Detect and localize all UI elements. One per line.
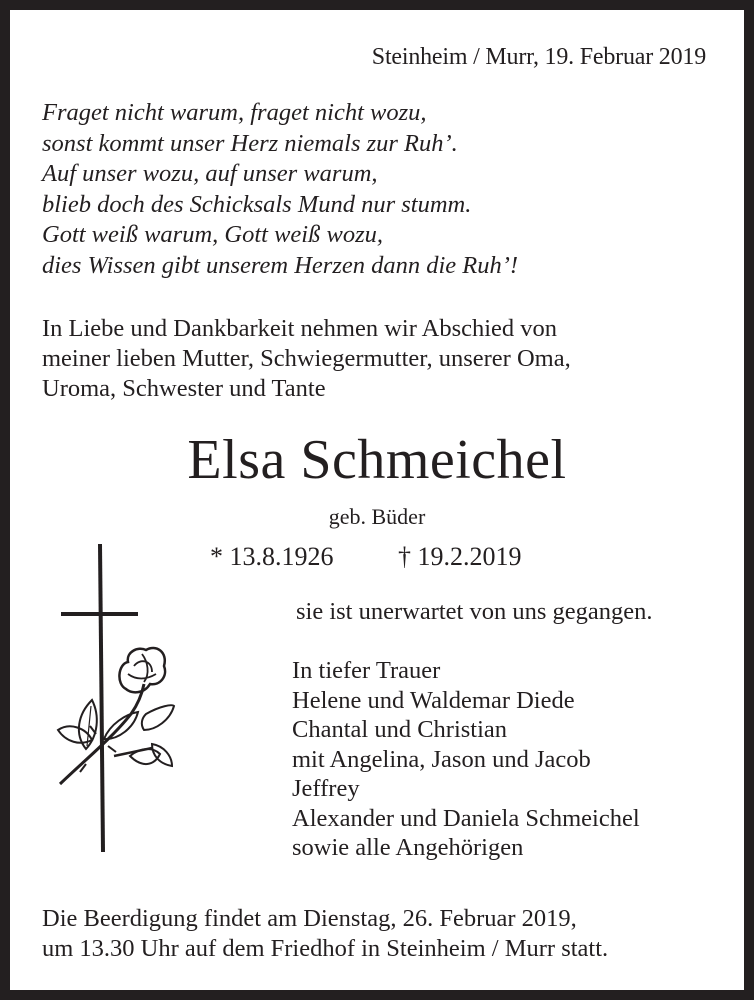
farewell-intro (42, 314, 571, 404)
mourner-line: Chantal und Christian (292, 716, 508, 743)
poem-line: sonst kommt unser Herz niemals zur Ruh’. (42, 129, 458, 157)
funeral-line: Die Beerdigung findet am Dienstag, 26. Februar 2019, (42, 905, 577, 932)
place-and-date: Steinheim / Murr, 19. Februar 2019 (371, 44, 706, 70)
poem-line: Auf unser wozu, auf unser warum, (42, 160, 378, 187)
funeral-details (42, 904, 608, 964)
intro-line: Uroma, Schwester und Tante (42, 375, 326, 402)
poem-line: dies Wissen gibt unserem Herzen dann die Ruh’! (42, 251, 519, 279)
life-dates (210, 542, 522, 572)
poem-line: blieb doch des Schicksals Mund nur stumm. (42, 190, 472, 218)
mourner-line: sowie alle Angehörigen (292, 834, 524, 861)
poem (42, 98, 518, 281)
unexpected-passing-note: sie ist unerwartet von uns gegangen. (296, 598, 653, 625)
intro-line: In Liebe und Dankbarkeit nehmen wir Abschied von (42, 315, 558, 342)
maiden-name: geb. Büder (328, 504, 426, 529)
deceased-name: Elsa Schmeichel (187, 429, 567, 491)
intro-line: meiner lieben Mutter, Schwiegermutter, unserer Oma, (42, 345, 571, 372)
obituary-notice (10, 10, 744, 990)
mourner-line: In tiefer Trauer (292, 657, 441, 684)
cross-with-rose-icon (56, 534, 176, 854)
mourner-line: Alexander und Daniela Schmeichel (292, 804, 640, 832)
mourner-line: Jeffrey (292, 775, 360, 802)
mourners-list (292, 656, 640, 863)
funeral-line: um 13.30 Uhr auf dem Friedhof in Steinheim / Murr statt. (42, 935, 609, 962)
death-date: † 19.2.2019 (398, 542, 522, 571)
birth-date: * 13.8.1926 (210, 542, 334, 571)
mourner-line: mit Angelina, Jason und Jacob (292, 745, 591, 773)
mourner-line: Helene und Waldemar Diede (292, 686, 575, 714)
poem-line: Gott weiß warum, Gott weiß wozu, (42, 221, 383, 248)
poem-line: Fraget nicht warum, fraget nicht wozu, (42, 99, 427, 126)
